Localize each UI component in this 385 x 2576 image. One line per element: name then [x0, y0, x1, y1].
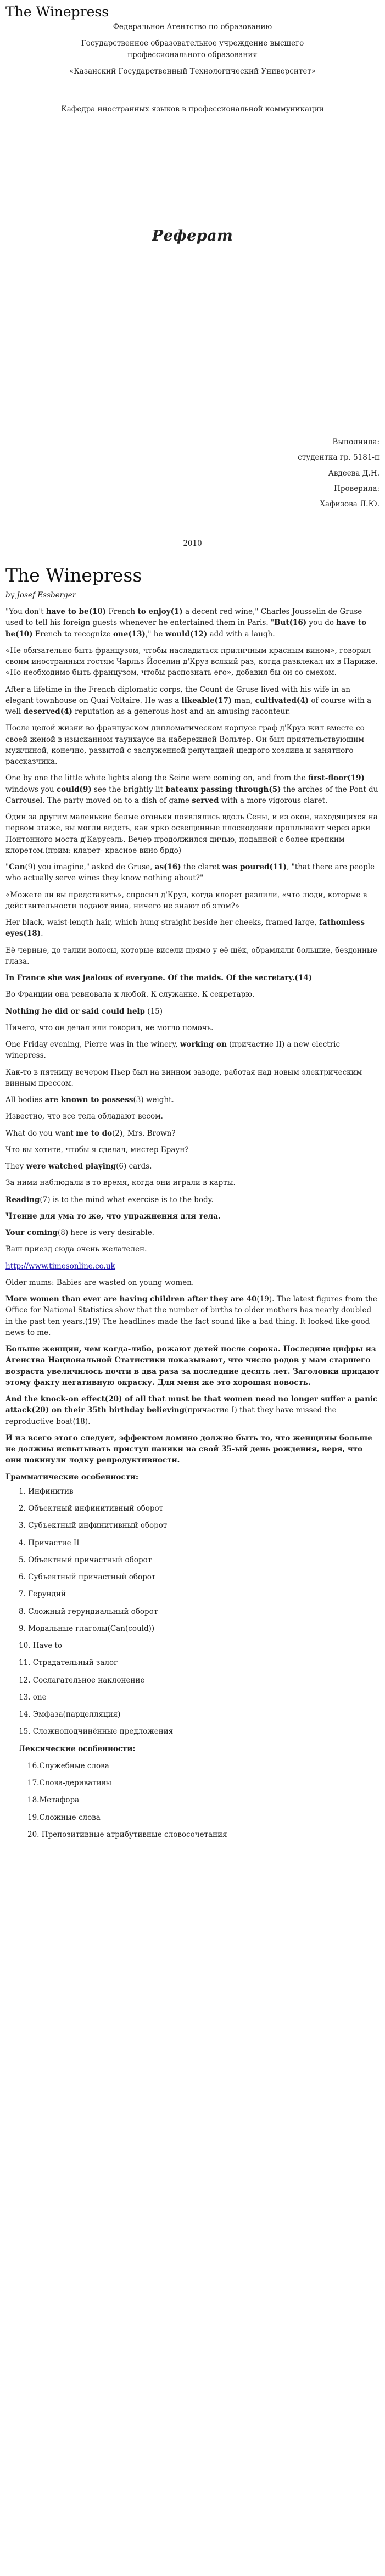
list-item: 16.Служебные слова	[27, 1761, 109, 1770]
list-item: 8. Сложный герундиальный оборот	[19, 1607, 158, 1616]
paragraph-ru: «Не обязательно быть французом, чтобы насладиться приличным красным вином», говорил своим иностранным гостям Чарльз Йоселин д'Круз всякий раз, когда развлекал их в Париже. «Но необходимо быть французом, чтобы распознать его», добавил бы он со смехом.	[5, 646, 378, 678]
year: 2010	[183, 539, 202, 549]
site-title: The Winepress	[5, 4, 109, 20]
paragraph-en: More women than ever are having children after they are 40(19). The latest figures from the Office for National Statistics show that the number of births to older mothers has nearly doubled in the past ten years.(19) The headlines made the fact sound like a bad thing. It looked like good news to me.	[5, 1295, 377, 1337]
paragraph-en: "You don't have to be(10) French to enjoy(1) a decent red wine," Charles Jousselin de Gruse used to tell his foreign guests whenever he entertained them in Paris. "But(16) you do have to be(10) French to recognize one(13)," he would(12) add with a laugh.	[5, 607, 367, 639]
lexical-features-list	[5, 1761, 380, 1840]
department-line: Кафедра иностранных языков в профессиональной коммуникации	[61, 105, 324, 114]
paragraph-ru: И из всего этого следует, эффектом домино должно быть то, что женщины больше не должны испытывать приступ паники на свой 35-ый день рождения, веря, что они покинули лодку репродуктивности.	[5, 1433, 372, 1465]
paragraph-en: And the knock-on effect(20) of all that must be that women need no longer suffer a panic attack(20) on their 35th birthday believing(причастие I) that they have missed the reproductive boat(18).	[5, 1395, 378, 1426]
institution-block	[5, 38, 380, 62]
grammar-features-list	[5, 1486, 380, 1737]
list-item: 10. Have to	[19, 1641, 63, 1651]
paragraph-ru: Её черные, до талии волосы, которые висели прямо у её щёк, обрамляли большие, бездонные глаза.	[5, 946, 377, 966]
paragraph-ru: Больше женщин, чем когда-либо, рожают детей после сорока. Последние цифры из Агенства Национальной Статистики показывают, что число родов у мам старшего возраста увеличилось почти в два раза за последние десять лет. Заголовки придают этому факту негативную окраску. Для меня же это хорошая новость.	[5, 1345, 380, 1387]
list-item: 19.Сложные слова	[27, 1813, 101, 1822]
list-item: 14. Эмфаза(парцелляция)	[19, 1710, 121, 1719]
list-item: 13. one	[19, 1692, 47, 1702]
article-byline: by Josef Essberger	[5, 590, 76, 600]
source-link[interactable]: http://www.timesonline.co.uk	[5, 1261, 115, 1271]
paragraph-en: "Can(9) you imagine," asked de Gruse, as(16) the claret was poured(11), "that there are people who actually serve wines they know nothing about?"	[5, 863, 375, 883]
paragraph-en: They were watched playing(6) cards.	[5, 1162, 152, 1171]
paragraph-en: Nothing he did or said could help (15)	[5, 1007, 163, 1016]
paragraph-ru: Что вы хотите, чтобы я сделал, мистер Браун?	[5, 1145, 189, 1154]
list-item: 9. Модальные глаголы(Can(could))	[19, 1624, 155, 1633]
paragraph-en: In France she was jealous of everyone. Of the maids. Of the secretary.(14)	[5, 974, 313, 983]
paragraph-en: Older mums: Babies are wasted on young women.	[5, 1278, 194, 1287]
list-item: 20. Препозитивные атрибутивные словосочетания	[27, 1830, 227, 1839]
institution-line-1: Государственное образовательное учреждение высшего	[81, 38, 304, 48]
list-item: 4. Причастие II	[19, 1538, 80, 1547]
source-link-paragraph	[5, 1261, 380, 1272]
list-item: 18.Метафора	[27, 1796, 80, 1805]
article-body	[5, 606, 380, 1466]
paragraph-ru: За ними наблюдали в то время, когда они играли в карты.	[5, 1178, 236, 1188]
list-item: 2. Объектный инфинитивный оборот	[19, 1504, 164, 1513]
paragraph-en: One by one the little white lights along the Seine were coming on, and from the first-floor(19) windows you could(9) see the brightly lit bateaux passing through(5) the arches of the Pont du Carrousel. The party moved on to a dish of game served with a more vigorous claret.	[5, 774, 378, 805]
document-type-title: Реферат	[152, 227, 233, 244]
paragraph-en: Your coming(8) here is very desirable.	[5, 1228, 154, 1238]
paragraph-ru: Ничего, что он делал или говорил, не могло помочь.	[5, 1023, 214, 1032]
list-item: 17.Слова-деривативы	[27, 1779, 112, 1788]
list-item: 5. Объектный причастный оборот	[19, 1555, 152, 1564]
paragraph-en: What do you want me to do(2), Mrs. Brown?	[5, 1128, 176, 1138]
performed-by-label: Выполнила:	[332, 438, 380, 447]
paragraph-ru: Во Франции она ревновала к любой. К служанке. К секретарю.	[5, 990, 255, 999]
paragraph-ru: Как-то в пятницу вечером Пьер был на винном заводе, работая над новым электрическим винным прессом.	[5, 1068, 362, 1088]
list-item: 11. Страдательный залог	[19, 1658, 118, 1668]
lexical-features-title: Лексические особенности:	[19, 1744, 136, 1753]
paragraph-ru: Ваш приезд сюда очень желателен.	[5, 1245, 147, 1254]
student-name: Авдеева Д.Н.	[328, 468, 380, 478]
list-item: 6. Субъектный причастный оборот	[19, 1573, 156, 1582]
checked-by-label: Проверила:	[334, 484, 380, 493]
paragraph-ru: После целой жизни во французском дипломатическом корпусе граф д'Круз жил вместе со своей женой в изысканном таунхаусе на набережной Вольтер. Он был приятельствующим мужчиной, конечно, развитой с заслуженной репутацией щедрого хозяина и занятного рассказчика.	[5, 724, 365, 767]
signature-block	[5, 437, 380, 510]
article-title: The Winepress	[5, 564, 142, 586]
title-page	[5, 21, 380, 550]
paragraph-en: Her black, waist-length hair, which hung straight beside her cheeks, framed large, fathomless eyes(18).	[5, 918, 365, 938]
student-group: студентка гр. 5181-п	[298, 453, 380, 462]
institution-line-2: профессионального образования	[127, 51, 258, 60]
grammar-features-title: Грамматические особенности:	[5, 1472, 138, 1482]
list-item: 12. Сослагательное наклонение	[19, 1675, 145, 1685]
list-item: 15. Сложноподчинённые предложения	[19, 1727, 174, 1736]
list-item: 3. Субъектный инфинитивный оборот	[19, 1521, 168, 1530]
paragraph-ru: Один за другим маленькие белые огоньки появлялись вдоль Сены, и из окон, находящихся на первом этаже, вы могли видеть, как ярко освещенные плоскодонки проплывают через арки Понтонного моста д'Карусэль. Вечер продолжился дичью, поданной с более крепким клоретом.(прим: кларет- красное вино брдо)	[5, 813, 378, 855]
paragraph-ru: «Можете ли вы представить», спросил д'Круз, когда клорет разлили, «что люди, которые в действительности подают вина, ничего не знают об этом?»	[5, 890, 367, 910]
university-line: «Казанский Государственный Технологический Университет»	[69, 66, 316, 76]
list-item: 1. Инфинитив	[19, 1487, 74, 1496]
paragraph-en: Reading(7) is to the mind what exercise is to the body.	[5, 1195, 214, 1204]
paragraph-en: After a lifetime in the French diplomatic corps, the Count de Gruse lived with his wife in an elegant townhouse on Quai Voltaire. He was a likeable(17) man, cultivated(4) of course with a well deserved(4) reputation as a generous host and an amusing raconteur.	[5, 685, 372, 717]
paragraph-ru: Чтение для ума то же, что упражнения для тела.	[5, 1211, 221, 1221]
teacher-name: Хафизова Л.Ю.	[320, 500, 380, 509]
list-item: 7. Герундий	[19, 1590, 66, 1599]
paragraph-en: All bodies are known to possess(3) weight.	[5, 1096, 174, 1105]
ministry-line: Федеральное Агентство по образованию	[113, 23, 272, 31]
paragraph-ru: Известно, что все тела обладают весом.	[5, 1112, 163, 1121]
paragraph-en: One Friday evening, Pierre was in the winery, working on (причастие II) a new electric winepress.	[5, 1040, 341, 1060]
